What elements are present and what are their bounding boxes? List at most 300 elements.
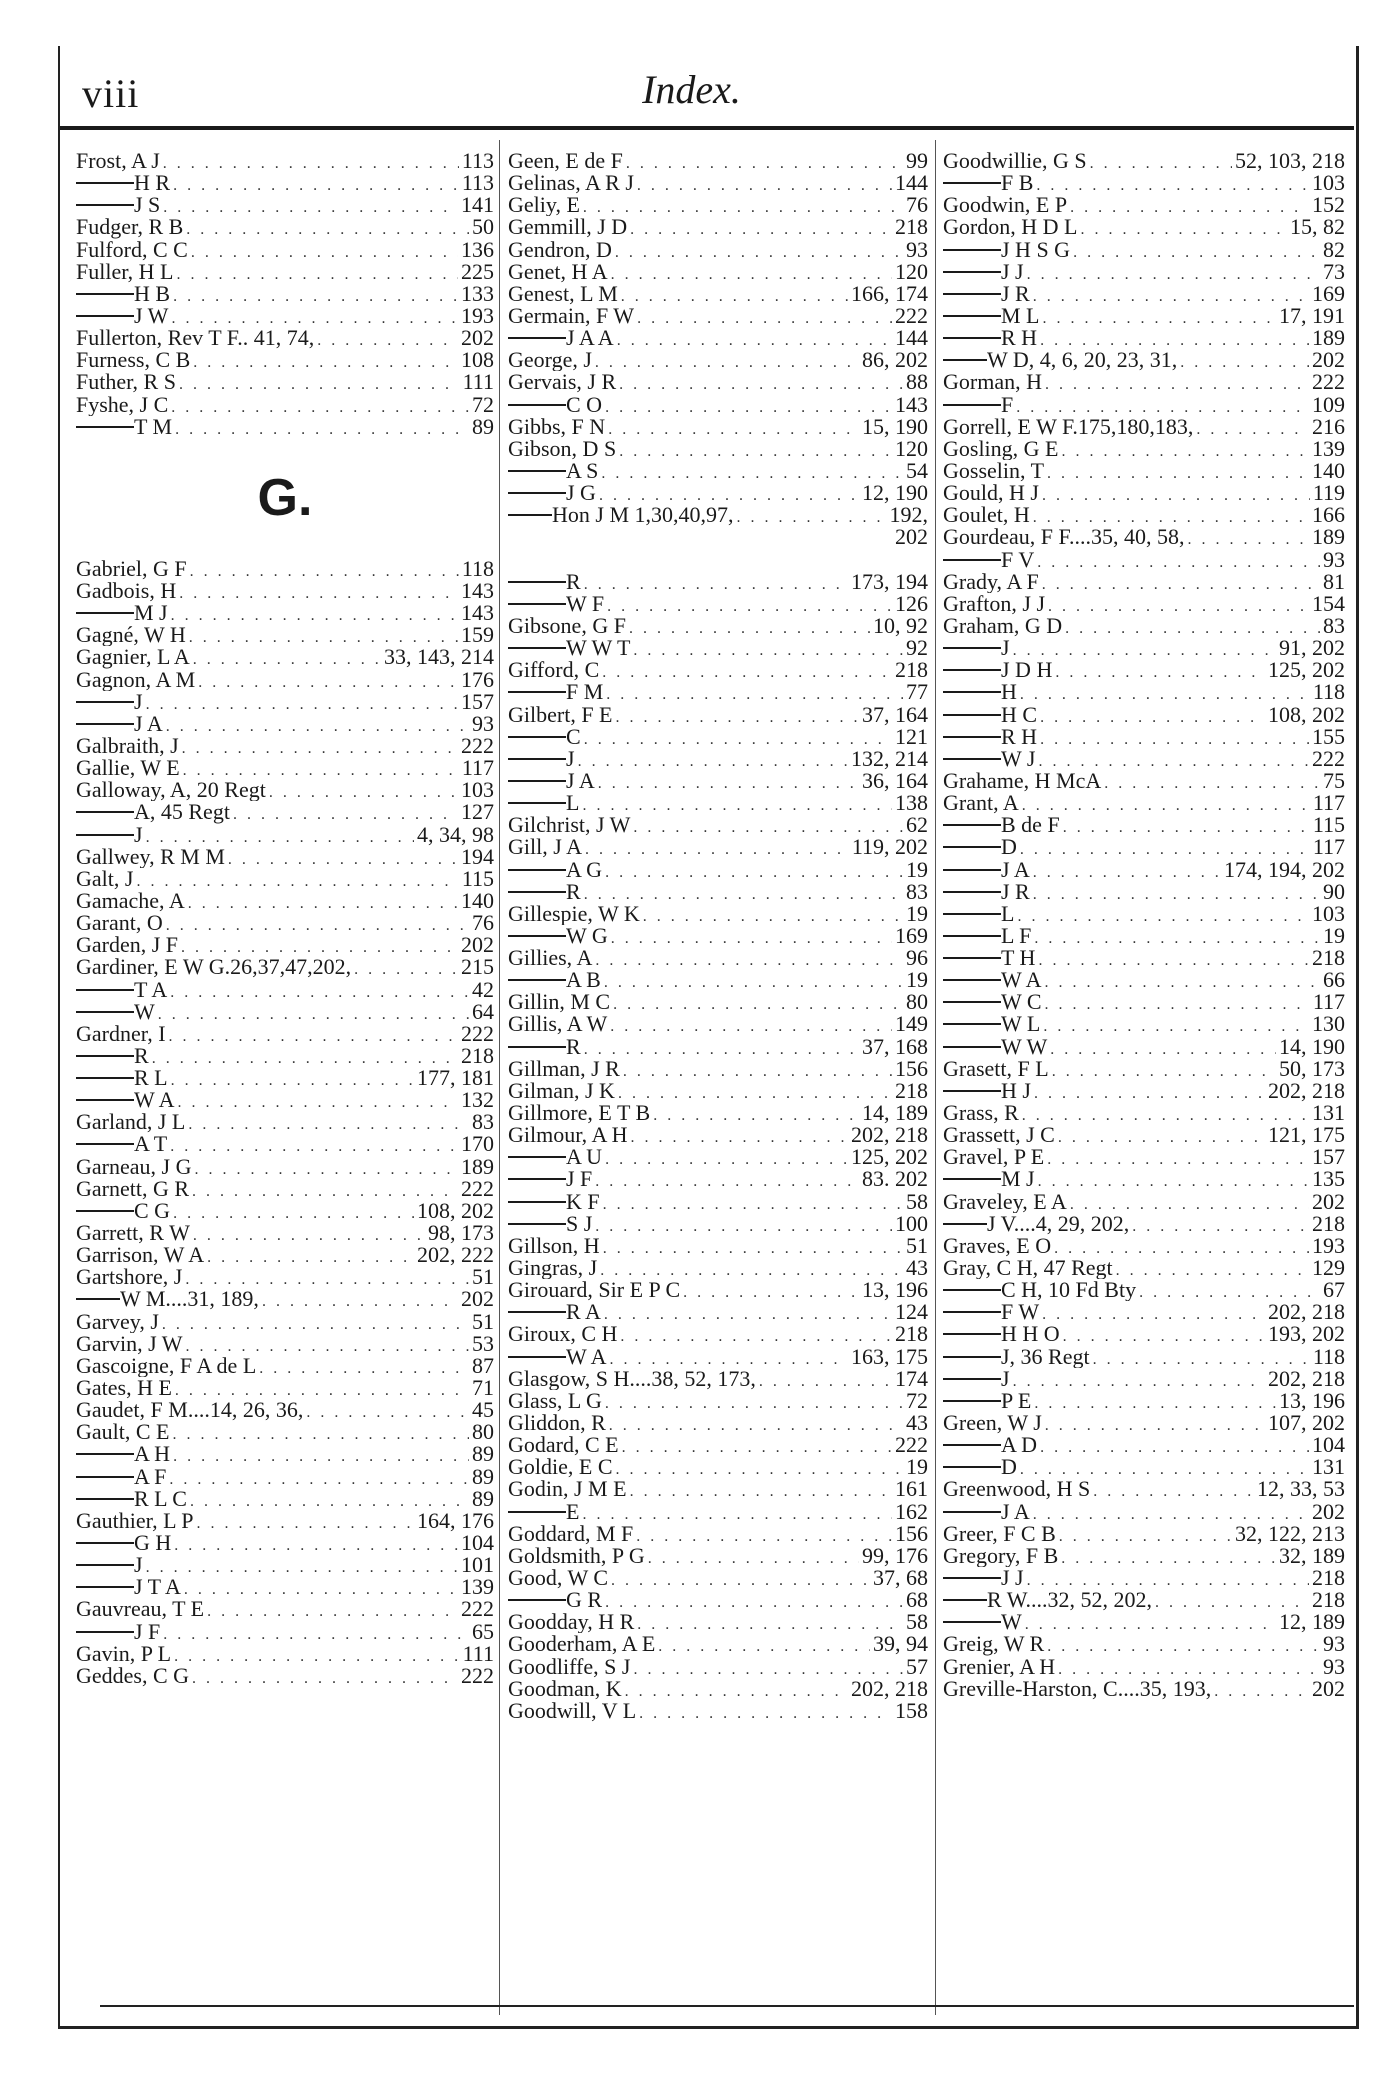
- ditto-rule: [76, 1083, 134, 1085]
- entry-pages: 89: [472, 1487, 494, 1510]
- dot-leader: [1116, 1260, 1309, 1279]
- dot-leader: [595, 352, 859, 371]
- ditto-rule: [76, 817, 134, 819]
- dot-leader: [623, 1061, 892, 1080]
- entry-name: H H O: [1001, 1323, 1060, 1346]
- index-entry: [76, 1133, 494, 1155]
- entry-pages: 108, 202: [417, 1199, 494, 1223]
- index-entry: [943, 438, 1345, 460]
- entry-pages: 62: [906, 814, 928, 837]
- entry-name: Gabriel, G F: [76, 557, 187, 580]
- index-entry: [943, 150, 1345, 172]
- entry-pages: 215: [461, 956, 494, 979]
- index-entry: [943, 726, 1345, 748]
- ditto-rule: [508, 653, 566, 655]
- index-entry: [943, 1412, 1345, 1434]
- entry-pages: 88: [906, 371, 928, 394]
- index-entry: [76, 1488, 494, 1510]
- index-entry: [76, 1288, 494, 1310]
- entry-pages: 32, 122, 213: [1235, 1522, 1345, 1545]
- index-entry: [508, 1257, 928, 1279]
- entry-pages: 13, 196: [862, 1279, 928, 1302]
- dot-leader: [306, 1402, 469, 1421]
- dot-leader: [615, 242, 903, 261]
- entry-name: Goodwillie, G S: [943, 150, 1087, 173]
- index-entry: [508, 859, 928, 881]
- entry-name: Gagnier, L A: [76, 646, 190, 669]
- entry-name: Garnett, G R: [76, 1177, 190, 1200]
- entry-pages: 89: [472, 1443, 494, 1466]
- entry-pages: 108, 202: [1268, 703, 1345, 726]
- dot-leader: [633, 1659, 903, 1678]
- dot-leader: [1047, 1636, 1320, 1655]
- entry-name: J J: [1001, 260, 1024, 283]
- entry-name: Godin, J M E: [508, 1478, 627, 1501]
- dot-leader: [192, 1181, 458, 1200]
- index-entry: [943, 1213, 1345, 1235]
- index-entry: [508, 1700, 928, 1722]
- dot-leader: [1038, 1171, 1309, 1190]
- dot-leader: [1042, 485, 1310, 504]
- ditto-rule: [943, 1229, 987, 1231]
- ditto-rule: [943, 897, 1001, 899]
- index-entry: [76, 1156, 494, 1178]
- entry-pages: 72: [472, 393, 494, 416]
- entry-name: Gilbert, F E: [508, 703, 613, 726]
- entry-pages: 218: [895, 1079, 928, 1103]
- index-entry: [76, 580, 494, 602]
- ditto-rule: [943, 1029, 1001, 1031]
- entry-name: A H: [134, 1443, 171, 1466]
- dot-leader: [259, 1358, 469, 1377]
- index-entry: [508, 770, 928, 792]
- dot-leader: [604, 1304, 892, 1323]
- index-entry: [76, 956, 494, 978]
- entry-pages: 140: [1312, 459, 1345, 483]
- entry-name: Goddard, M F: [508, 1522, 634, 1545]
- index-entry: [508, 1279, 928, 1301]
- entry-name: Giroux, C H: [508, 1323, 618, 1346]
- index-entry: [943, 1545, 1345, 1567]
- dot-leader: [605, 862, 903, 881]
- dot-leader: [1040, 330, 1309, 349]
- entry-name: Gillmore, E T B: [508, 1102, 651, 1125]
- entry-name: Gascoigne, F A de L: [76, 1354, 257, 1378]
- index-entry: [508, 1301, 928, 1323]
- index-entry: [943, 770, 1345, 792]
- entry-pages: 143: [461, 579, 494, 603]
- index-entry: [508, 1678, 928, 1700]
- entry-name: M L: [1001, 304, 1040, 328]
- dot-leader: [584, 1039, 859, 1058]
- entry-name: Gourdeau, F F....35, 40, 58,: [943, 526, 1185, 549]
- entry-pages: 222: [895, 1434, 928, 1457]
- index-entry: [508, 172, 928, 194]
- dot-leader: [595, 1171, 859, 1190]
- index-entry: [508, 903, 928, 925]
- entry-pages: 177, 181: [417, 1067, 494, 1090]
- entry-pages: 202: [461, 327, 494, 350]
- dot-leader: [605, 1149, 848, 1168]
- ditto-rule: [943, 720, 1001, 722]
- index-entry: [943, 615, 1345, 637]
- entry-name: W M....31, 189,: [120, 1288, 259, 1311]
- index-entry: [508, 637, 928, 659]
- index-entry: [943, 1257, 1345, 1279]
- index-entry: [76, 1554, 494, 1576]
- dot-leader: [1027, 1570, 1309, 1589]
- entry-pages: 216: [1312, 415, 1345, 438]
- entry-name: Garant, O: [76, 912, 163, 935]
- entry-name: H: [1001, 681, 1017, 704]
- entry-pages: 80: [472, 1421, 494, 1444]
- entry-pages: 139: [1312, 437, 1345, 460]
- index-entry: [76, 1244, 494, 1266]
- ditto-rule: [943, 675, 1001, 677]
- entry-pages: 118: [461, 557, 494, 580]
- dot-leader: [601, 463, 903, 482]
- ditto-rule: [76, 432, 134, 434]
- entry-name: Girouard, Sir E P C: [508, 1279, 681, 1302]
- ditto-rule: [76, 1017, 134, 1019]
- index-entry: [508, 150, 928, 172]
- ditto-rule: [76, 299, 134, 301]
- entry-name: R A: [566, 1301, 601, 1324]
- dot-leader: [171, 1070, 414, 1089]
- index-entry: [508, 239, 928, 261]
- entry-name: Grady, A F: [943, 570, 1039, 593]
- entry-pages: 10, 92: [873, 614, 928, 638]
- entry-pages: 72: [906, 1389, 928, 1413]
- index-entry: [76, 735, 494, 757]
- entry-pages: 111: [462, 371, 494, 394]
- index-entry: [508, 1235, 928, 1257]
- entry-name: Gardner, I: [76, 1022, 166, 1045]
- dot-leader: [1033, 286, 1309, 305]
- index-entry: [508, 1036, 928, 1058]
- index-entry: [943, 681, 1345, 703]
- index-entry: [943, 814, 1345, 836]
- entry-pages: 132: [461, 1089, 494, 1112]
- ditto-rule: [76, 729, 134, 731]
- entry-name: Fuller, H L: [76, 260, 174, 283]
- entry-name: Godard, C E: [508, 1434, 619, 1457]
- dot-leader: [653, 1105, 859, 1124]
- dot-leader: [1070, 197, 1309, 216]
- index-entry: [508, 748, 928, 770]
- index-entry: [943, 1501, 1345, 1523]
- index-entry: [76, 327, 494, 349]
- dot-leader: [1033, 507, 1309, 526]
- dot-leader: [605, 397, 892, 416]
- entry-pages: 202, 222: [417, 1244, 494, 1267]
- entry-pages: 43: [906, 1257, 928, 1280]
- ditto-rule: [943, 1517, 1001, 1519]
- entry-pages: 103: [1312, 172, 1345, 195]
- dot-leader: [633, 817, 903, 836]
- index-entry: [508, 704, 928, 726]
- dot-leader: [1050, 1039, 1276, 1058]
- page-number: viii: [82, 71, 140, 116]
- dot-leader: [182, 738, 458, 757]
- index-entry: [943, 216, 1345, 238]
- index-entry: [943, 1146, 1345, 1168]
- ditto-rule: [508, 786, 566, 788]
- index-entry: [943, 349, 1345, 371]
- index-entry: [943, 859, 1345, 881]
- dot-leader: [620, 1326, 892, 1345]
- index-entry: [508, 349, 928, 371]
- index-entry: [508, 1080, 928, 1102]
- ditto-rule: [508, 410, 566, 412]
- index-entry: [508, 659, 928, 681]
- ditto-rule: [508, 985, 566, 987]
- entry-name: L F: [1001, 924, 1032, 948]
- index-entry: [76, 1333, 494, 1355]
- dot-leader: [637, 308, 892, 327]
- entry-pages: 157: [461, 690, 494, 713]
- entry-pages: 194: [461, 845, 494, 868]
- entry-pages: 202: [461, 934, 494, 957]
- ditto-rule: [943, 697, 1001, 699]
- index-entry: [76, 1621, 494, 1643]
- dot-leader: [169, 1469, 469, 1488]
- entry-name: Galt, J: [76, 867, 134, 890]
- entry-pages: 202: [461, 1288, 494, 1311]
- ditto-rule: [508, 1052, 566, 1054]
- dot-leader: [611, 928, 892, 947]
- entry-pages: 222: [895, 304, 928, 328]
- index-entry: [943, 1478, 1345, 1500]
- entry-pages: 66: [1323, 969, 1345, 992]
- entry-name: A B: [566, 969, 601, 992]
- ditto-rule: [943, 343, 1001, 345]
- entry-pages: 103: [1312, 902, 1345, 925]
- entry-name: A G: [566, 858, 603, 881]
- index-entry: [943, 526, 1345, 548]
- ditto-rule: [943, 742, 1001, 744]
- index-entry: [943, 1434, 1345, 1456]
- index-entry: [943, 1124, 1345, 1146]
- index-entry: [943, 504, 1345, 526]
- dot-leader: [584, 884, 903, 903]
- ditto-rule: [76, 1548, 134, 1550]
- entry-pages: 222: [461, 1598, 494, 1621]
- ditto-rule: [76, 1304, 120, 1306]
- entry-pages: 169: [1312, 282, 1345, 305]
- index-entry: [76, 824, 494, 846]
- entry-pages: 15, 82: [1290, 216, 1345, 239]
- entry-pages: 83: [472, 1111, 494, 1134]
- dot-leader: [1047, 463, 1309, 482]
- entry-pages: 111: [462, 1642, 494, 1665]
- dot-leader: [622, 1437, 892, 1456]
- entry-pages: 131: [1312, 1456, 1345, 1479]
- entry-name: Glasgow, S H....38, 52, 173,: [508, 1367, 756, 1390]
- entry-name: Geddes, C G: [76, 1664, 190, 1687]
- dot-leader: [604, 972, 903, 991]
- entry-name: Garvin, J W: [76, 1332, 183, 1355]
- entry-name: Grassett, J C: [943, 1124, 1055, 1147]
- entry-pages: 12, 33, 53: [1257, 1478, 1345, 1501]
- entry-name: J A: [1001, 858, 1030, 881]
- entry-name: Goodwill, V L: [508, 1699, 637, 1722]
- index-entry: [943, 1191, 1345, 1213]
- dot-leader: [1016, 397, 1309, 416]
- entry-name: Glass, L G: [508, 1389, 602, 1413]
- entry-name: Gibsone, G F: [508, 614, 626, 638]
- dot-leader: [184, 1579, 458, 1598]
- dot-leader: [175, 419, 469, 438]
- dot-leader: [625, 1681, 848, 1700]
- index-entry: [508, 571, 928, 593]
- entry-name: Galloway, A, 20 Regt: [76, 779, 266, 802]
- entry-name: Gillman, J R: [508, 1057, 620, 1080]
- dot-leader: [1040, 707, 1265, 726]
- entry-pages: 68: [906, 1589, 928, 1612]
- dot-leader: [611, 1570, 870, 1589]
- entry-pages: 193: [461, 304, 494, 328]
- dot-leader: [233, 804, 458, 823]
- dot-leader: [630, 1481, 892, 1500]
- entry-name: A U: [566, 1146, 603, 1169]
- entry-name: Gill, J A: [508, 836, 582, 859]
- index-entry: [508, 482, 928, 504]
- dot-leader: [584, 574, 848, 593]
- entry-name: Gray, C H, 47 Regt: [943, 1257, 1113, 1280]
- index-entry: [943, 991, 1345, 1013]
- entry-name: Good, W C: [508, 1567, 609, 1590]
- entry-name: Greig, W R: [943, 1633, 1045, 1656]
- entry-name: George, J: [508, 349, 592, 372]
- dot-leader: [607, 596, 892, 615]
- entry-name: Gorrell, E W F.175,180,183,: [943, 415, 1194, 438]
- page-title: Index.: [642, 67, 741, 112]
- dot-leader: [1063, 817, 1310, 836]
- entry-pages: 104: [461, 1532, 494, 1555]
- entry-name: G H: [134, 1532, 172, 1555]
- entry-pages: 140: [461, 889, 494, 913]
- dot-leader: [1058, 1659, 1320, 1678]
- entry-pages: 4, 34, 98: [417, 823, 494, 846]
- ditto-rule: [943, 764, 1001, 766]
- index-entry: [508, 792, 928, 814]
- entry-pages: 202, 218: [1268, 1301, 1345, 1324]
- index-entry: [508, 504, 928, 526]
- dot-leader: [162, 1314, 469, 1333]
- entry-pages: 81: [1323, 570, 1345, 593]
- entry-name: J V....4, 29, 202,: [987, 1212, 1130, 1235]
- dot-leader: [175, 1380, 469, 1399]
- ditto-rule: [508, 1207, 566, 1209]
- index-entry: [508, 460, 928, 482]
- entry-name: J: [134, 690, 143, 713]
- entry-name: Gillespie, W K: [508, 902, 640, 925]
- dot-leader: [1036, 175, 1309, 194]
- entry-name: Gardiner, E W G.26,37,47,202,: [76, 956, 352, 979]
- entry-name: Garden, J F: [76, 934, 179, 957]
- entry-pages: 76: [472, 912, 494, 935]
- index-entry: [943, 925, 1345, 947]
- ditto-rule: [943, 565, 1001, 567]
- dot-leader: [1043, 308, 1277, 327]
- entry-name: Gordon, H D L: [943, 216, 1078, 239]
- dot-leader: [608, 419, 859, 438]
- entry-name: Gillin, M C: [508, 991, 611, 1014]
- entry-pages: 130: [1312, 1013, 1345, 1036]
- dot-leader: [1013, 1371, 1265, 1390]
- index-entry: [508, 371, 928, 393]
- entry-pages: 120: [895, 437, 928, 460]
- entry-pages: 222: [1312, 747, 1345, 770]
- dot-leader: [194, 1159, 458, 1178]
- entry-name: J H S G: [1001, 238, 1071, 261]
- index-entry: [508, 1589, 928, 1611]
- entry-name: Gelinas, A R J: [508, 172, 634, 195]
- entry-pages: 158: [895, 1699, 928, 1722]
- ditto-rule: [76, 1061, 134, 1063]
- dot-leader: [1196, 419, 1309, 438]
- entry-pages: 118: [1312, 681, 1345, 704]
- dot-leader: [637, 1614, 903, 1633]
- dot-leader: [605, 1592, 903, 1611]
- entry-name: A F: [134, 1465, 167, 1488]
- entry-pages: 86, 202: [862, 349, 928, 372]
- entry-pages: 83. 202: [862, 1168, 928, 1191]
- entry-name: A S: [566, 459, 599, 483]
- entry-pages: 193, 202: [1268, 1323, 1345, 1346]
- dot-leader: [609, 1415, 903, 1434]
- dot-leader: [1045, 1415, 1265, 1434]
- ditto-rule: [508, 697, 566, 699]
- entry-name: W A: [1001, 969, 1042, 992]
- entry-pages: 174: [895, 1367, 928, 1390]
- entry-name: H J: [1001, 1079, 1031, 1103]
- entry-pages: 58: [906, 1611, 928, 1634]
- entry-name: Fudger, R B: [76, 216, 184, 239]
- entry-pages: 218: [1312, 1212, 1345, 1235]
- entry-pages: 104: [1312, 1434, 1345, 1457]
- entry-name: Grasett, F L: [943, 1057, 1049, 1080]
- entry-pages: 91, 202: [1279, 637, 1345, 660]
- entry-name: F B: [1001, 172, 1034, 195]
- entry-name: F W: [1001, 1301, 1040, 1324]
- index-entry: [76, 558, 494, 580]
- entry-pages: 113: [461, 172, 494, 195]
- index-entry: [943, 1080, 1345, 1102]
- entry-pages: 124: [895, 1301, 928, 1324]
- index-entry: [508, 1545, 928, 1567]
- index-entry: [76, 779, 494, 801]
- entry-name: W F: [566, 592, 605, 615]
- ditto-rule: [508, 897, 566, 899]
- entry-name: Geliy, E: [508, 194, 580, 217]
- dot-leader: [1047, 1149, 1309, 1168]
- entry-name: J: [134, 823, 143, 846]
- entry-name: Grenier, A H: [943, 1655, 1056, 1678]
- entry-name: Greer, F C B: [943, 1522, 1056, 1545]
- entry-name: S J: [566, 1212, 593, 1235]
- entry-pages: 152: [1312, 194, 1345, 217]
- entry-name: Garneau, J G: [76, 1155, 192, 1178]
- entry-name: D: [1001, 1456, 1017, 1479]
- entry-name: P E: [1001, 1389, 1032, 1413]
- entry-name: M J: [134, 602, 168, 625]
- dot-leader: [610, 1349, 848, 1368]
- entry-name: Gooderham, A E: [508, 1633, 656, 1656]
- entry-pages: 166: [1312, 504, 1345, 527]
- entry-name: R: [566, 570, 581, 593]
